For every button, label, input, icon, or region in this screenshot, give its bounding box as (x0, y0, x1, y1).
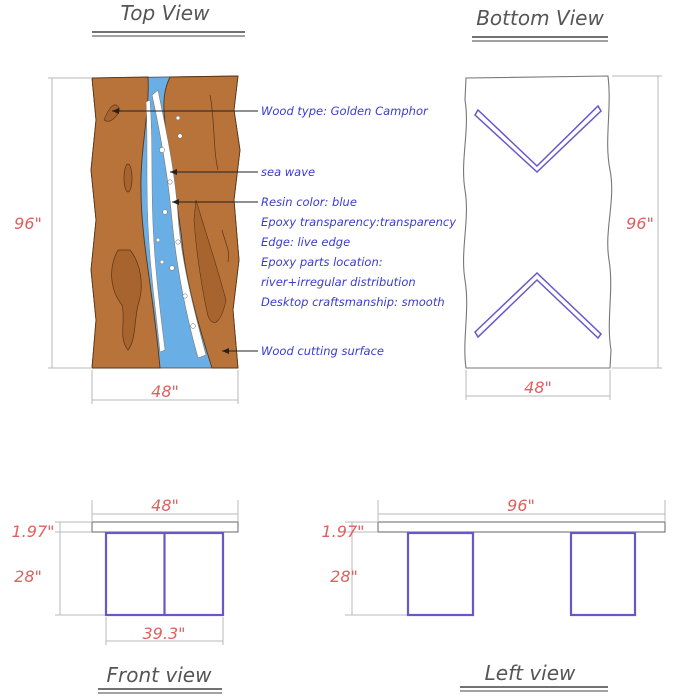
note-wood-type: Wood type: Golden Camphor (261, 104, 428, 118)
front-leg-height-label: 28" (14, 567, 42, 586)
front-leg-width-label: 39.3" (142, 624, 186, 643)
material-notes (261, 104, 456, 358)
wood-knot (124, 164, 132, 192)
bottom-view-dimensions (466, 76, 662, 400)
front-view-dimensions (12, 496, 238, 645)
front-width-label: 48" (151, 496, 179, 515)
note-sea-wave: sea wave (261, 165, 316, 179)
left-view-title: Left view (484, 661, 576, 685)
bottom-view-outline (464, 76, 612, 368)
front-view-drawing (92, 522, 238, 615)
note-cutting-surface: Wood cutting surface (261, 344, 384, 358)
left-tabletop (378, 522, 665, 532)
left-view-drawing (378, 522, 665, 615)
support-brace-lower (475, 273, 601, 338)
front-thickness-label: 1.97" (11, 522, 55, 541)
note-edge: Edge: live edge (261, 235, 351, 249)
note-epoxy-location-label: Epoxy parts location: (261, 255, 383, 269)
top-view-title: Top View (120, 1, 210, 25)
top-width-label: 48" (151, 382, 179, 401)
note-desktop-craftsmanship: Desktop craftsmanship: smooth (261, 295, 445, 309)
support-brace-upper (475, 106, 601, 172)
note-epoxy-location-value: river+irregular distribution (261, 275, 416, 289)
note-resin-color: Resin color: blue (261, 195, 357, 209)
bottom-view-supports (475, 106, 601, 338)
bottom-width-label: 48" (524, 378, 552, 397)
note-epoxy-transparency: Epoxy transparency:transparency (261, 215, 457, 229)
left-leg-a (408, 533, 473, 615)
bottom-view-title: Bottom View (476, 6, 604, 30)
top-view-tabletop (91, 76, 240, 368)
front-tabletop (92, 522, 238, 532)
left-thickness-label: 1.97" (321, 522, 365, 541)
left-view-dimensions (322, 496, 665, 615)
bottom-height-label: 96" (626, 214, 654, 233)
top-height-label: 96" (14, 214, 42, 233)
left-length-label: 96" (507, 496, 535, 515)
left-leg-height-label: 28" (330, 567, 358, 586)
left-leg-b (571, 533, 635, 615)
front-view-title: Front view (106, 663, 212, 687)
